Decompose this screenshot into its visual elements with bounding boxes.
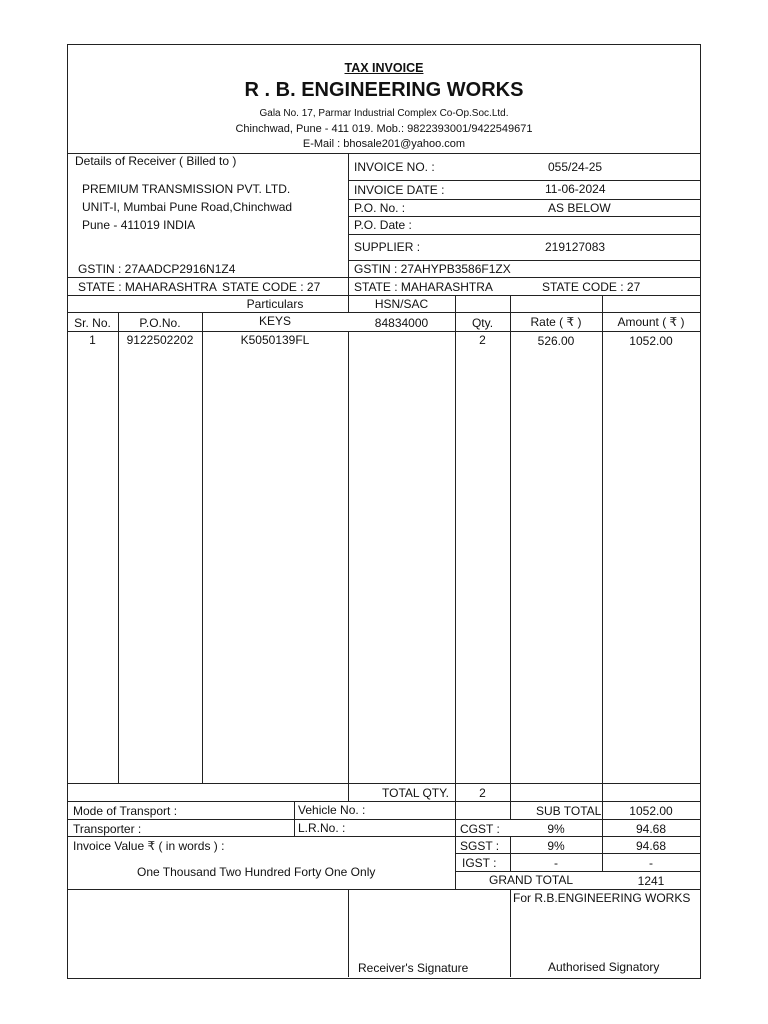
- po-no-value: AS BELOW: [548, 201, 611, 215]
- grid-line: [348, 180, 700, 181]
- particulars-header: Particulars: [246, 297, 304, 311]
- authorised-signatory-label: Authorised Signatory: [548, 960, 660, 974]
- sr-no-header: Sr. No.: [74, 316, 111, 330]
- grid-line: [455, 295, 456, 836]
- po-no-label: P.O. No. :: [354, 201, 406, 215]
- row-po-no: 9122502202: [126, 333, 194, 347]
- hsn-header: HSN/SAC: [374, 297, 429, 311]
- supplier-gstin: GSTIN : 27AHYPB3586F1ZX: [354, 262, 511, 276]
- row-rate: 526.00: [537, 334, 575, 348]
- qty-header: Qty.: [471, 316, 494, 330]
- supplier-value: 219127083: [545, 240, 606, 254]
- receiver-state-code: STATE CODE : 27: [222, 280, 321, 294]
- row-sr-no: 1: [89, 333, 96, 347]
- sgst-amount: 94.68: [635, 839, 667, 853]
- grid-line: [348, 889, 349, 977]
- grid-line: [67, 819, 456, 820]
- lr-no-label: L.R.No. :: [298, 821, 346, 835]
- grid-line: [455, 836, 456, 889]
- supplier-state-code: STATE CODE : 27: [542, 280, 641, 294]
- grid-line: [67, 889, 701, 890]
- invoice-no-label: INVOICE NO. :: [354, 160, 435, 174]
- transporter-label: Transporter :: [73, 822, 142, 836]
- grid-line: [202, 312, 203, 783]
- grid-line: [294, 801, 295, 836]
- row-description: K5050139FL: [240, 333, 310, 347]
- row-qty: 2: [479, 333, 486, 347]
- grid-line: [348, 216, 700, 217]
- cgst-label: CGST :: [460, 822, 500, 836]
- mode-of-transport-label: Mode of Transport :: [73, 804, 178, 818]
- doc-type-title: TAX INVOICE: [344, 61, 424, 75]
- sub-total-value: 1052.00: [629, 804, 673, 818]
- receiver-signature-label: Receiver's Signature: [358, 961, 469, 975]
- receiver-address-line2: Pune - 411019 INDIA: [82, 218, 196, 232]
- grid-line: [455, 819, 700, 820]
- grid-line: [510, 889, 511, 977]
- company-address-line1: Gala No. 17, Parmar Industrial Complex Co-Op.Soc.Ltd.: [259, 108, 509, 119]
- po-no-header: P.O.No.: [139, 316, 181, 330]
- company-email: E-Mail : bhosale201@yahoo.com: [302, 138, 466, 150]
- receiver-address-line1: UNIT-I, Mumbai Pune Road,Chinchwad: [82, 200, 293, 214]
- invoice-date-value: 11-06-2024: [545, 182, 606, 196]
- receiver-gstin: GSTIN : 27AADCP2916N1Z4: [78, 262, 236, 276]
- grid-line: [348, 234, 700, 235]
- grid-line: [67, 801, 701, 802]
- grid-line: [118, 312, 119, 783]
- company-name: R . B. ENGINEERING WORKS: [244, 79, 524, 101]
- grid-line: [67, 783, 701, 784]
- rate-header: Rate ( ₹ ): [530, 315, 582, 329]
- description-header: KEYS: [258, 314, 291, 328]
- row-amount: 1052.00: [629, 334, 673, 348]
- receiver-name: PREMIUM TRANSMISSION PVT. LTD.: [82, 182, 291, 196]
- company-address-line2: Chinchwad, Pune - 411 019. Mob.: 9822393001/9422549671: [235, 123, 533, 135]
- for-company-label: For R.B.ENGINEERING WORKS: [513, 891, 691, 905]
- receiver-state: STATE : MAHARASHTRA: [78, 280, 217, 294]
- vehicle-no-label: Vehicle No. :: [298, 803, 366, 817]
- grid-line: [455, 871, 700, 872]
- grid-line: [348, 260, 700, 261]
- hsn-code: 84834000: [374, 316, 429, 330]
- po-date-label: P.O. Date :: [354, 218, 412, 232]
- grid-line: [348, 199, 700, 200]
- grid-line: [602, 295, 603, 871]
- grid-line: [67, 312, 701, 313]
- total-qty-value: 2: [479, 786, 486, 800]
- grid-line: [348, 331, 349, 801]
- receiver-heading: Details of Receiver ( Billed to ): [75, 154, 237, 168]
- invoice-value-label: Invoice Value ₹ ( in words ) :: [73, 839, 225, 853]
- grid-line: [67, 331, 701, 332]
- total-qty-label: TOTAL QTY.: [382, 786, 449, 800]
- grid-line: [67, 295, 701, 296]
- sub-total-label: SUB TOTAL: [536, 804, 602, 818]
- sgst-rate: 9%: [547, 839, 565, 853]
- grid-line: [455, 836, 700, 837]
- supplier-state: STATE : MAHARASHTRA: [354, 280, 493, 294]
- amount-header: Amount ( ₹ ): [617, 315, 685, 329]
- grid-line: [455, 853, 700, 854]
- igst-rate: -: [554, 856, 558, 870]
- cgst-amount: 94.68: [635, 822, 667, 836]
- supplier-label: SUPPLIER :: [354, 240, 421, 254]
- igst-amount: -: [649, 856, 653, 870]
- amount-in-words: One Thousand Two Hundred Forty One Only: [137, 865, 376, 879]
- invoice-no-value: 055/24-25: [548, 160, 603, 174]
- igst-label: IGST :: [462, 856, 497, 870]
- grid-line: [67, 277, 701, 278]
- grid-line: [67, 836, 456, 837]
- grid-line: [348, 153, 349, 313]
- sgst-label: SGST :: [460, 839, 500, 853]
- cgst-rate: 9%: [547, 822, 565, 836]
- grid-line: [510, 295, 511, 819]
- grand-total-value: 1241: [637, 874, 665, 888]
- grand-total-label: GRAND TOTAL: [489, 873, 574, 887]
- invoice-date-label: INVOICE DATE :: [354, 183, 445, 197]
